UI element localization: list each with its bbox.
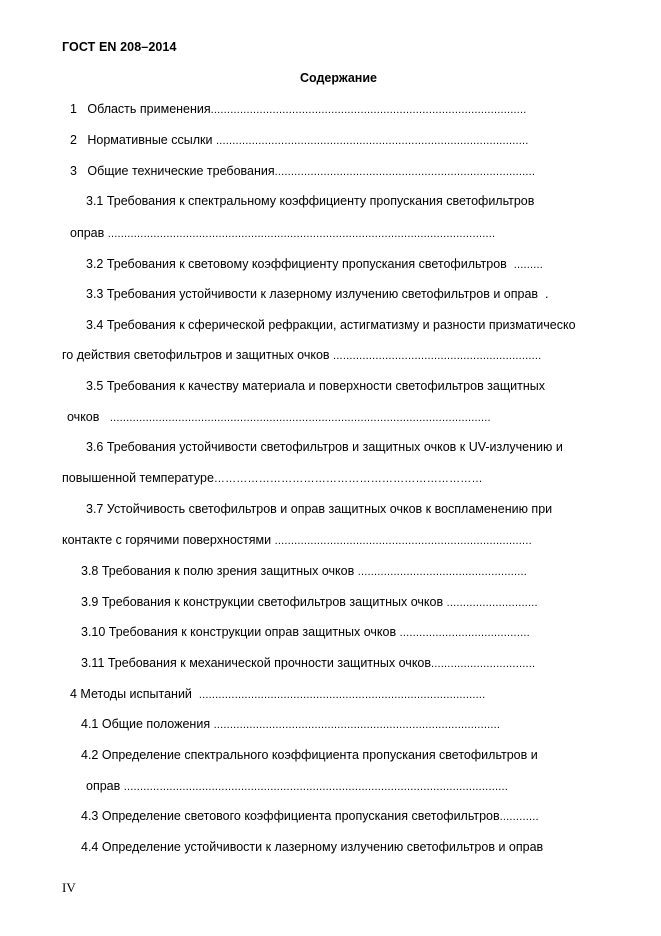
toc-entry-text: оправ [86, 779, 124, 793]
toc-leader-dots: ................................................................ [333, 350, 542, 362]
toc-entry[interactable] [81, 624, 582, 640]
toc-leader-dots: ........................................................................................ [213, 719, 501, 731]
toc-entry-text: 4.3 Определение светового коэффициента пропускания светофильтров [81, 809, 500, 823]
toc-entry-text: оправ [70, 226, 108, 240]
toc-title: Содержание [299, 71, 377, 85]
toc-entry[interactable] [70, 163, 582, 179]
toc-entry-text: контакте с горячими поверхностями [62, 533, 275, 547]
toc-entry-text: 3.9 Требования к конструкции светофильтров защитных очков [81, 595, 447, 609]
toc-entry[interactable] [81, 839, 543, 855]
toc-leader-dots: ........................................................................................ [198, 689, 486, 701]
toc-leader-dots: ..................................................................................................................... [109, 412, 491, 424]
toc-entry-continuation[interactable] [70, 225, 582, 241]
toc-entry-text: 3.3 Требования устойчивости к лазерному излучению светофильтров и оправ . [86, 287, 549, 301]
toc-entry-continuation[interactable] [62, 532, 582, 548]
toc-entry-text: 4.4 Определение устойчивости к лазерному излучению светофильтров и оправ [81, 840, 544, 854]
page-number: IV [62, 880, 76, 895]
toc-entry-continuation[interactable] [62, 470, 578, 486]
toc-entry[interactable] [70, 101, 582, 117]
toc-entry-text: 3.4 Требования к сферической рефракции, астигматизму и разности призматическо [86, 318, 576, 332]
toc-entry-text: 3.5 Требования к качеству материала и поверхности светофильтров защитных [86, 379, 545, 393]
toc-entry-text: 3.7 Устойчивость светофильтров и оправ защитных очков к воспламенению при [86, 502, 553, 516]
toc-entry-text: 3.8 Требования к полю зрения защитных очков [81, 564, 358, 578]
toc-entry[interactable] [86, 501, 552, 517]
toc-entry-text: 1 Область применения [70, 102, 211, 116]
toc-leader-dots: ............................ [446, 597, 538, 609]
toc-leader-dots: ................................................................................ [274, 166, 536, 178]
toc-entry[interactable] [81, 563, 582, 579]
toc-leader-dots: .................................................... [357, 566, 528, 578]
toc-entry-text: 4.2 Определение спектрального коэффициента пропускания светофильтров и [81, 748, 538, 762]
toc-entry-text: 4.1 Общие положения [81, 717, 214, 731]
toc-entry-text: 3.2 Требования к световому коэффициенту пропускания светофильтров [86, 257, 514, 271]
toc-leader-dots: ....................................................................................................................... [107, 228, 496, 240]
toc-entry[interactable] [86, 193, 534, 209]
toc-entry-continuation[interactable] [67, 409, 582, 425]
toc-leader-dots: ……………………………………………………………… [213, 473, 483, 485]
toc-leader-dots: ............................................................................... [274, 535, 532, 547]
toc-entry-continuation[interactable] [62, 347, 582, 363]
toc-entry-text: 3.10 Требования к конструкции оправ защитных очков [81, 625, 400, 639]
toc-entry[interactable] [86, 378, 545, 394]
toc-entry[interactable] [70, 686, 582, 702]
toc-entry-text: повышенной температуре [62, 471, 214, 485]
toc-entry-text: 3.6 Требования устойчивости светофильтров и защитных очков к UV-излучению и [86, 440, 563, 454]
standard-header: ГОСТ EN 208–2014 [62, 40, 177, 54]
toc-entry-text: 2 Нормативные ссылки [70, 133, 216, 147]
toc-leader-dots: ................................................................................................. [210, 104, 527, 116]
toc-leader-dots: ................................................................................................ [215, 135, 529, 147]
toc-entry-text: 4 Методы испытаний [70, 687, 199, 701]
toc-entry-text: 3.11 Требования к механической прочности защитных очков [81, 656, 432, 670]
toc-entry[interactable] [86, 317, 576, 333]
toc-entry-text: 3.1 Требования к спектральному коэффициенту пропускания светофильтров [86, 194, 535, 208]
toc-entry[interactable] [81, 808, 582, 824]
toc-leader-dots: ................................ [431, 658, 536, 670]
toc-entry[interactable] [86, 286, 548, 302]
toc-leader-dots: ...................................................................................................................... [123, 781, 508, 793]
toc-entry[interactable] [70, 132, 582, 148]
toc-leader-dots: ........................................ [399, 627, 530, 639]
toc-entry[interactable] [81, 594, 582, 610]
toc-entry-continuation[interactable] [86, 778, 582, 794]
toc-entry-text: го действия светофильтров и защитных очков [62, 348, 334, 362]
toc-entry-text: 3 Общие технические требования [70, 164, 275, 178]
toc-entry[interactable] [86, 256, 582, 272]
toc-leader-dots: ............ [499, 811, 539, 823]
toc-entry[interactable] [81, 747, 538, 763]
toc-entry[interactable] [81, 655, 582, 671]
toc-leader-dots: ......... [513, 259, 544, 271]
toc-entry[interactable] [86, 439, 563, 455]
toc-entry-text: очков [67, 410, 110, 424]
toc-entry[interactable] [81, 716, 582, 732]
